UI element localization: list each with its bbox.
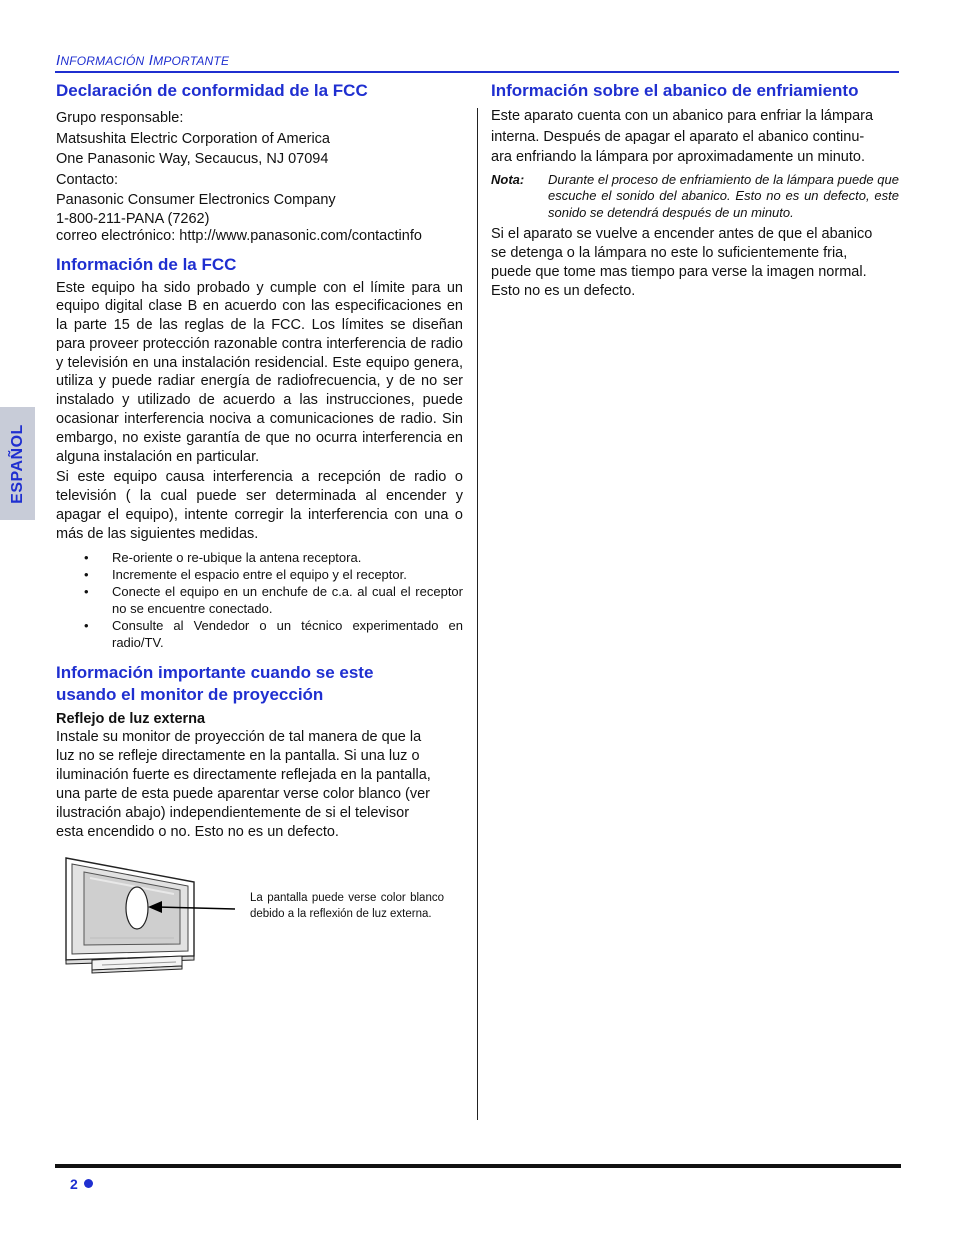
illustration-caption: La pantalla puede verse color blanco debido a la reflexión de luz externa.: [250, 892, 444, 920]
language-tab-label: ESPAÑOL: [8, 423, 26, 504]
note-label: Nota:: [491, 171, 525, 187]
contact-email: correo electrónico: http://www.panasonic.com/contactinfo: [56, 227, 422, 244]
page-bullet-icon: [84, 1179, 93, 1188]
reflection-paragraph: Instale su monitor de proyección de tal manera de que la luz no se refleje directamente en la pantalla. Si una luz o iluminación fuerte es directamente reflejada en la pantalla, una parte de esta puede aparentar verse color blanco (ver ilustración abajo) independientemente de si el televisor esta encendido o no. Esto no es un defecto.: [56, 728, 431, 840]
contact-line: Panasonic Consumer Electronics Company: [56, 192, 336, 208]
right-column: [491, 80, 899, 301]
column-divider: [477, 108, 478, 1120]
contact-line: Contacto:: [56, 171, 119, 188]
fcc-declaration-heading: Declaración de conformidad de la FCC: [56, 81, 368, 100]
header-rule: [55, 71, 899, 73]
header-initial-2: I: [148, 52, 154, 69]
fan-heading: Información sobre el abanico de enfriamiento: [491, 81, 859, 100]
footer-rule: [55, 1164, 901, 1168]
fcc-declaration-contact: [56, 108, 463, 245]
language-tab: [0, 407, 35, 520]
note-text: Durante el proceso de enfriamiento de la lámpara puede que escuche el sonido del abanico. Esto no es un defecto, este sonido se detendrá después de un minuto.: [548, 171, 899, 221]
list-item: • Incremente el espacio entre el equipo y el receptor.: [84, 566, 407, 582]
header-initial-1: I: [56, 52, 61, 69]
contact-line: Grupo responsable:: [56, 110, 184, 126]
projection-heading: Información importante cuando se este usando el monitor de proyección: [56, 662, 374, 704]
running-header: [56, 52, 229, 69]
page-number: 2: [70, 1176, 93, 1192]
contact-phone: 1-800-211-PANA (7262): [56, 210, 210, 227]
fcc-info-paragraph: Si este equipo causa interferencia a recepción de radio o televisión ( la cual puede ser determinada al encender y apagar el equipo), intente corregir la interferencia con una o más de las siguientes medidas.: [56, 469, 463, 542]
header-word-1: NFORMACIÓN: [60, 54, 145, 68]
contact-line: Matsushita Electric Corporation of America: [56, 130, 330, 147]
list-item: • Consulte al Vendedor o un técnico experimentado en radio/TV.: [84, 617, 463, 650]
fcc-info-paragraph: Este equipo ha sido probado y cumple con el límite para un equipo digital clase B en acuerdo con las especificaciones en la parte 15 de las reglas de la FCC. Los límites se diseñan para proveer protección razonable contra interferencia de radio y televisión en una instalación residencial. Este equipo genera, utiliza y puede radiar energía de radiofrecuencia, y de no ser instalado y utilizado de acuerdo a las instrucciones, puede ocasionar interferencia nociva a comunicaciones de radio. Sin embargo, no existe garantía de que no ocurra interferencia en alguna instalación en particular.: [56, 279, 463, 465]
remedy-list: [56, 549, 463, 651]
left-column: [56, 80, 463, 842]
list-item: • Conecte el equipo en un enchufe de c.a. al cual el receptor no se encuentre conectado.: [84, 583, 463, 616]
list-item: • Re-oriente o re-ubique la antena receptora.: [84, 549, 362, 565]
contact-line: One Panasonic Way, Secaucus, NJ 07094: [56, 151, 329, 167]
fcc-info-heading: Información de la FCC: [56, 254, 237, 274]
header-word-2: MPORTANTE: [153, 54, 230, 68]
fan-paragraph: Este aparato cuenta con un abanico para enfriar la lámpara interna. Después de apagar el aparato el abanico continu- ara enfriando la lámpara por aproximadamente un minuto.: [491, 108, 874, 165]
fan-note: [491, 172, 899, 222]
fan-paragraph-2: Si el aparato se vuelve a encender antes de que el abanico se detenga o la lámpara no este lo suficientemente fria, puede que tome mas tiempo para verse la imagen normal. Esto no es un defecto.: [491, 225, 873, 299]
reflection-subheading: Reflejo de luz externa: [56, 710, 206, 727]
